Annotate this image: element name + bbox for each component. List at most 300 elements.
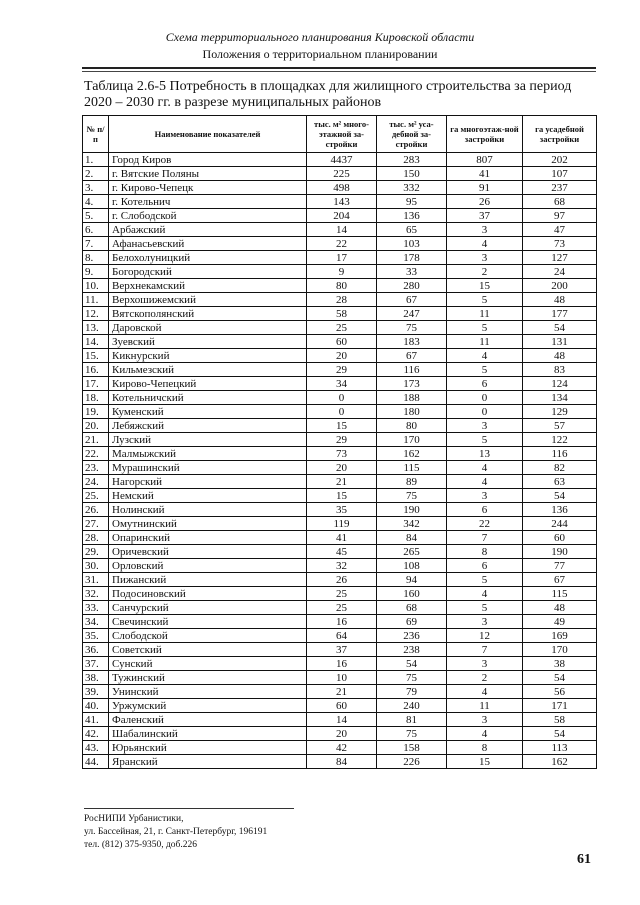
detached-hectares-cell: 82 — [523, 461, 597, 475]
multistorey-hectares-cell: 0 — [447, 405, 523, 419]
district-name-cell: Нагорский — [109, 475, 307, 489]
table-row — [83, 517, 597, 531]
district-name-cell: Сунский — [109, 657, 307, 671]
multistorey-hectares-cell: 22 — [447, 517, 523, 531]
multistorey-hectares-cell: 5 — [447, 293, 523, 307]
table-row — [83, 615, 597, 629]
district-name-cell: Немский — [109, 489, 307, 503]
table-row — [83, 335, 597, 349]
detached-area-cell: 280 — [377, 279, 447, 293]
row-number-cell: 16. — [83, 363, 109, 377]
multistorey-hectares-cell: 3 — [447, 251, 523, 265]
district-name-cell: Кирово-Чепецкий — [109, 377, 307, 391]
detached-area-cell: 75 — [377, 727, 447, 741]
multistorey-area-cell: 37 — [307, 643, 377, 657]
table-title — [84, 79, 604, 111]
table-row — [83, 587, 597, 601]
detached-area-cell: 33 — [377, 265, 447, 279]
col-header-multistorey-area: тыс. м² много-этажной за-стройки — [307, 116, 377, 153]
detached-area-cell: 238 — [377, 643, 447, 657]
detached-area-cell: 69 — [377, 615, 447, 629]
table-row — [83, 755, 597, 769]
table-row — [83, 671, 597, 685]
detached-hectares-cell: 67 — [523, 573, 597, 587]
detached-hectares-cell: 115 — [523, 587, 597, 601]
table-row — [83, 643, 597, 657]
district-name-cell: Даровской — [109, 321, 307, 335]
multistorey-hectares-cell: 41 — [447, 167, 523, 181]
multistorey-hectares-cell: 8 — [447, 545, 523, 559]
table-row — [83, 475, 597, 489]
table-row — [83, 545, 597, 559]
multistorey-area-cell: 60 — [307, 699, 377, 713]
multistorey-area-cell: 143 — [307, 195, 377, 209]
row-number-cell: 35. — [83, 629, 109, 643]
district-name-cell: Унинский — [109, 685, 307, 699]
table-row — [83, 391, 597, 405]
header-divider-thin — [82, 71, 596, 72]
detached-area-cell: 265 — [377, 545, 447, 559]
row-number-cell: 25. — [83, 489, 109, 503]
detached-area-cell: 94 — [377, 573, 447, 587]
detached-area-cell: 240 — [377, 699, 447, 713]
detached-area-cell: 178 — [377, 251, 447, 265]
multistorey-hectares-cell: 6 — [447, 503, 523, 517]
table-row — [83, 405, 597, 419]
district-name-cell: Котельничский — [109, 391, 307, 405]
col-header-number: № п/п — [83, 116, 109, 153]
table-row — [83, 167, 597, 181]
multistorey-area-cell: 20 — [307, 461, 377, 475]
table-row — [83, 419, 597, 433]
detached-hectares-cell: 244 — [523, 517, 597, 531]
multistorey-area-cell: 20 — [307, 727, 377, 741]
detached-area-cell: 283 — [377, 153, 447, 167]
detached-hectares-cell: 47 — [523, 223, 597, 237]
row-number-cell: 38. — [83, 671, 109, 685]
table-row — [83, 377, 597, 391]
multistorey-area-cell: 73 — [307, 447, 377, 461]
table-row — [83, 713, 597, 727]
multistorey-area-cell: 119 — [307, 517, 377, 531]
row-number-cell: 15. — [83, 349, 109, 363]
detached-area-cell: 115 — [377, 461, 447, 475]
multistorey-hectares-cell: 26 — [447, 195, 523, 209]
district-name-cell: Свечинский — [109, 615, 307, 629]
multistorey-hectares-cell: 12 — [447, 629, 523, 643]
detached-area-cell: 68 — [377, 601, 447, 615]
district-name-cell: Лебяжский — [109, 419, 307, 433]
table-row — [83, 363, 597, 377]
table-row — [83, 265, 597, 279]
row-number-cell: 7. — [83, 237, 109, 251]
row-number-cell: 31. — [83, 573, 109, 587]
district-name-cell: г. Котельнич — [109, 195, 307, 209]
row-number-cell: 17. — [83, 377, 109, 391]
multistorey-hectares-cell: 4 — [447, 475, 523, 489]
detached-area-cell: 332 — [377, 181, 447, 195]
district-name-cell: Яранский — [109, 755, 307, 769]
multistorey-hectares-cell: 4 — [447, 237, 523, 251]
district-name-cell: Кильмезский — [109, 363, 307, 377]
detached-area-cell: 236 — [377, 629, 447, 643]
detached-area-cell: 54 — [377, 657, 447, 671]
table-row — [83, 741, 597, 755]
row-number-cell: 26. — [83, 503, 109, 517]
district-name-cell: Вятскополянский — [109, 307, 307, 321]
multistorey-area-cell: 45 — [307, 545, 377, 559]
detached-hectares-cell: 56 — [523, 685, 597, 699]
row-number-cell: 2. — [83, 167, 109, 181]
document-header-subtitle: Положения о территориальном планировании — [202, 47, 438, 61]
multistorey-area-cell: 41 — [307, 531, 377, 545]
row-number-cell: 37. — [83, 657, 109, 671]
detached-hectares-cell: 122 — [523, 433, 597, 447]
row-number-cell: 9. — [83, 265, 109, 279]
table-row — [83, 349, 597, 363]
detached-hectares-cell: 54 — [523, 321, 597, 335]
multistorey-hectares-cell: 4 — [447, 685, 523, 699]
detached-hectares-cell: 190 — [523, 545, 597, 559]
district-name-cell: Лузский — [109, 433, 307, 447]
multistorey-hectares-cell: 5 — [447, 601, 523, 615]
footer-divider — [84, 808, 294, 809]
multistorey-hectares-cell: 4 — [447, 461, 523, 475]
detached-hectares-cell: 48 — [523, 293, 597, 307]
multistorey-hectares-cell: 15 — [447, 755, 523, 769]
row-number-cell: 5. — [83, 209, 109, 223]
row-number-cell: 42. — [83, 727, 109, 741]
row-number-cell: 33. — [83, 601, 109, 615]
district-name-cell: Белохолуницкий — [109, 251, 307, 265]
multistorey-hectares-cell: 4 — [447, 727, 523, 741]
multistorey-hectares-cell: 3 — [447, 713, 523, 727]
multistorey-area-cell: 22 — [307, 237, 377, 251]
multistorey-area-cell: 21 — [307, 685, 377, 699]
detached-area-cell: 75 — [377, 321, 447, 335]
multistorey-area-cell: 34 — [307, 377, 377, 391]
table-row — [83, 153, 597, 167]
table-row — [83, 503, 597, 517]
multistorey-area-cell: 25 — [307, 321, 377, 335]
district-name-cell: Опаринский — [109, 531, 307, 545]
detached-hectares-cell: 49 — [523, 615, 597, 629]
table-row — [83, 727, 597, 741]
multistorey-hectares-cell: 2 — [447, 671, 523, 685]
detached-hectares-cell: 169 — [523, 629, 597, 643]
detached-area-cell: 162 — [377, 447, 447, 461]
multistorey-hectares-cell: 807 — [447, 153, 523, 167]
district-name-cell: Кикнурский — [109, 349, 307, 363]
multistorey-area-cell: 16 — [307, 615, 377, 629]
housing-demand-table — [82, 115, 597, 769]
multistorey-hectares-cell: 11 — [447, 335, 523, 349]
multistorey-hectares-cell: 11 — [447, 699, 523, 713]
district-name-cell: Омутнинский — [109, 517, 307, 531]
district-name-cell: г. Слободской — [109, 209, 307, 223]
row-number-cell: 34. — [83, 615, 109, 629]
row-number-cell: 12. — [83, 307, 109, 321]
multistorey-area-cell: 42 — [307, 741, 377, 755]
detached-area-cell: 342 — [377, 517, 447, 531]
district-name-cell: Подосиновский — [109, 587, 307, 601]
table-row — [83, 461, 597, 475]
detached-hectares-cell: 162 — [523, 755, 597, 769]
multistorey-hectares-cell: 7 — [447, 531, 523, 545]
detached-hectares-cell: 83 — [523, 363, 597, 377]
header-divider-thick — [82, 67, 596, 69]
multistorey-area-cell: 16 — [307, 657, 377, 671]
multistorey-area-cell: 4437 — [307, 153, 377, 167]
row-number-cell: 23. — [83, 461, 109, 475]
multistorey-hectares-cell: 5 — [447, 363, 523, 377]
detached-area-cell: 158 — [377, 741, 447, 755]
multistorey-area-cell: 35 — [307, 503, 377, 517]
detached-area-cell: 170 — [377, 433, 447, 447]
detached-hectares-cell: 127 — [523, 251, 597, 265]
detached-area-cell: 150 — [377, 167, 447, 181]
multistorey-hectares-cell: 3 — [447, 223, 523, 237]
detached-area-cell: 67 — [377, 293, 447, 307]
multistorey-hectares-cell: 3 — [447, 489, 523, 503]
row-number-cell: 13. — [83, 321, 109, 335]
district-name-cell: Куменский — [109, 405, 307, 419]
multistorey-area-cell: 0 — [307, 405, 377, 419]
district-name-cell: Слободской — [109, 629, 307, 643]
detached-hectares-cell: 60 — [523, 531, 597, 545]
col-header-detached-area: тыс. м² уса-дебной за-стройки — [377, 116, 447, 153]
district-name-cell: г. Кирово-Чепецк — [109, 181, 307, 195]
multistorey-hectares-cell: 91 — [447, 181, 523, 195]
multistorey-hectares-cell: 5 — [447, 433, 523, 447]
multistorey-area-cell: 58 — [307, 307, 377, 321]
district-name-cell: Шабалинский — [109, 727, 307, 741]
multistorey-area-cell: 498 — [307, 181, 377, 195]
detached-hectares-cell: 170 — [523, 643, 597, 657]
footer-phone: тел. (812) 375-9350, доб.226 — [84, 840, 198, 850]
detached-area-cell: 108 — [377, 559, 447, 573]
row-number-cell: 4. — [83, 195, 109, 209]
row-number-cell: 14. — [83, 335, 109, 349]
multistorey-hectares-cell: 37 — [447, 209, 523, 223]
row-number-cell: 28. — [83, 531, 109, 545]
detached-area-cell: 67 — [377, 349, 447, 363]
district-name-cell: Зуевский — [109, 335, 307, 349]
detached-area-cell: 160 — [377, 587, 447, 601]
detached-area-cell: 226 — [377, 755, 447, 769]
detached-area-cell: 180 — [377, 405, 447, 419]
multistorey-hectares-cell: 5 — [447, 573, 523, 587]
row-number-cell: 11. — [83, 293, 109, 307]
multistorey-area-cell: 9 — [307, 265, 377, 279]
detached-hectares-cell: 171 — [523, 699, 597, 713]
district-name-cell: Нолинский — [109, 503, 307, 517]
row-number-cell: 3. — [83, 181, 109, 195]
multistorey-area-cell: 28 — [307, 293, 377, 307]
row-number-cell: 43. — [83, 741, 109, 755]
table-row — [83, 573, 597, 587]
multistorey-area-cell: 25 — [307, 601, 377, 615]
multistorey-hectares-cell: 15 — [447, 279, 523, 293]
table-row — [83, 657, 597, 671]
multistorey-hectares-cell: 8 — [447, 741, 523, 755]
multistorey-hectares-cell: 3 — [447, 657, 523, 671]
table-row — [83, 181, 597, 195]
row-number-cell: 30. — [83, 559, 109, 573]
detached-area-cell: 75 — [377, 489, 447, 503]
detached-hectares-cell: 54 — [523, 671, 597, 685]
footer-address: ул. Бассейная, 21, г. Санкт-Петербург, 196191 — [84, 827, 268, 837]
multistorey-hectares-cell: 11 — [447, 307, 523, 321]
multistorey-hectares-cell: 2 — [447, 265, 523, 279]
detached-hectares-cell: 57 — [523, 419, 597, 433]
row-number-cell: 21. — [83, 433, 109, 447]
col-header-name: Наименование показателей — [109, 116, 307, 153]
table-row — [83, 699, 597, 713]
detached-hectares-cell: 202 — [523, 153, 597, 167]
table-row — [83, 685, 597, 699]
multistorey-area-cell: 10 — [307, 671, 377, 685]
detached-area-cell: 81 — [377, 713, 447, 727]
detached-hectares-cell: 63 — [523, 475, 597, 489]
district-name-cell: Пижанский — [109, 573, 307, 587]
multistorey-hectares-cell: 7 — [447, 643, 523, 657]
multistorey-area-cell: 20 — [307, 349, 377, 363]
multistorey-hectares-cell: 13 — [447, 447, 523, 461]
row-number-cell: 29. — [83, 545, 109, 559]
table-row — [83, 237, 597, 251]
detached-hectares-cell: 237 — [523, 181, 597, 195]
row-number-cell: 22. — [83, 447, 109, 461]
row-number-cell: 18. — [83, 391, 109, 405]
detached-hectares-cell: 136 — [523, 503, 597, 517]
multistorey-hectares-cell: 3 — [447, 419, 523, 433]
detached-hectares-cell: 129 — [523, 405, 597, 419]
district-name-cell: Юрьянский — [109, 741, 307, 755]
row-number-cell: 8. — [83, 251, 109, 265]
district-name-cell: Уржумский — [109, 699, 307, 713]
detached-area-cell: 183 — [377, 335, 447, 349]
detached-hectares-cell: 48 — [523, 601, 597, 615]
col-header-multistorey-hectares: га многоэтаж-ной застройки — [447, 116, 523, 153]
detached-hectares-cell: 134 — [523, 391, 597, 405]
row-number-cell: 24. — [83, 475, 109, 489]
multistorey-area-cell: 15 — [307, 489, 377, 503]
district-name-cell: Орловский — [109, 559, 307, 573]
table-row — [83, 559, 597, 573]
multistorey-area-cell: 25 — [307, 587, 377, 601]
detached-hectares-cell: 58 — [523, 713, 597, 727]
document-header-title: Схема территориального планирования Кировской области — [165, 30, 475, 44]
detached-hectares-cell: 68 — [523, 195, 597, 209]
district-name-cell: Тужинский — [109, 671, 307, 685]
multistorey-area-cell: 14 — [307, 223, 377, 237]
table-row — [83, 209, 597, 223]
table-body — [83, 153, 597, 769]
detached-area-cell: 89 — [377, 475, 447, 489]
multistorey-hectares-cell: 4 — [447, 587, 523, 601]
district-name-cell: Афанасьевский — [109, 237, 307, 251]
detached-area-cell: 116 — [377, 363, 447, 377]
multistorey-hectares-cell: 4 — [447, 349, 523, 363]
district-name-cell: Верхнекамский — [109, 279, 307, 293]
multistorey-area-cell: 84 — [307, 755, 377, 769]
district-name-cell: Верхошижемский — [109, 293, 307, 307]
detached-hectares-cell: 97 — [523, 209, 597, 223]
detached-area-cell: 188 — [377, 391, 447, 405]
detached-hectares-cell: 113 — [523, 741, 597, 755]
multistorey-hectares-cell: 0 — [447, 391, 523, 405]
multistorey-area-cell: 225 — [307, 167, 377, 181]
detached-hectares-cell: 48 — [523, 349, 597, 363]
district-name-cell: Малмыжский — [109, 447, 307, 461]
detached-area-cell: 84 — [377, 531, 447, 545]
detached-hectares-cell: 38 — [523, 657, 597, 671]
table-row — [83, 223, 597, 237]
detached-area-cell: 79 — [377, 685, 447, 699]
multistorey-area-cell: 204 — [307, 209, 377, 223]
row-number-cell: 19. — [83, 405, 109, 419]
row-number-cell: 27. — [83, 517, 109, 531]
multistorey-area-cell: 60 — [307, 335, 377, 349]
footer-organization: РосНИПИ Урбанистики, — [84, 814, 184, 824]
multistorey-hectares-cell: 3 — [447, 615, 523, 629]
detached-hectares-cell: 107 — [523, 167, 597, 181]
multistorey-hectares-cell: 5 — [447, 321, 523, 335]
row-number-cell: 32. — [83, 587, 109, 601]
multistorey-area-cell: 29 — [307, 363, 377, 377]
table-row — [83, 433, 597, 447]
page-number: 61 — [577, 852, 591, 867]
multistorey-area-cell: 14 — [307, 713, 377, 727]
multistorey-area-cell: 64 — [307, 629, 377, 643]
detached-area-cell: 95 — [377, 195, 447, 209]
col-header-detached-hectares: га усадебной застройки — [523, 116, 597, 153]
detached-hectares-cell: 131 — [523, 335, 597, 349]
district-name-cell: Арбажский — [109, 223, 307, 237]
multistorey-hectares-cell: 6 — [447, 559, 523, 573]
row-number-cell: 44. — [83, 755, 109, 769]
detached-area-cell: 136 — [377, 209, 447, 223]
detached-area-cell: 190 — [377, 503, 447, 517]
table-row — [83, 279, 597, 293]
district-name-cell: г. Вятские Поляны — [109, 167, 307, 181]
table-row — [83, 251, 597, 265]
table-row — [83, 601, 597, 615]
table-header-row — [83, 116, 597, 153]
row-number-cell: 41. — [83, 713, 109, 727]
row-number-cell: 1. — [83, 153, 109, 167]
table-row — [83, 321, 597, 335]
multistorey-area-cell: 21 — [307, 475, 377, 489]
table-row — [83, 447, 597, 461]
row-number-cell: 39. — [83, 685, 109, 699]
district-name-cell: Богородский — [109, 265, 307, 279]
row-number-cell: 10. — [83, 279, 109, 293]
detached-area-cell: 247 — [377, 307, 447, 321]
detached-hectares-cell: 116 — [523, 447, 597, 461]
row-number-cell: 6. — [83, 223, 109, 237]
row-number-cell: 40. — [83, 699, 109, 713]
district-name-cell: Фаленский — [109, 713, 307, 727]
table-title-line-1: Таблица 2.6-5 Потребность в площадках для жилищного строительства за период — [84, 79, 572, 94]
table-row — [83, 629, 597, 643]
district-name-cell: Оричевский — [109, 545, 307, 559]
multistorey-area-cell: 15 — [307, 419, 377, 433]
district-name-cell: Санчурский — [109, 601, 307, 615]
detached-hectares-cell: 177 — [523, 307, 597, 321]
district-name-cell: Советский — [109, 643, 307, 657]
